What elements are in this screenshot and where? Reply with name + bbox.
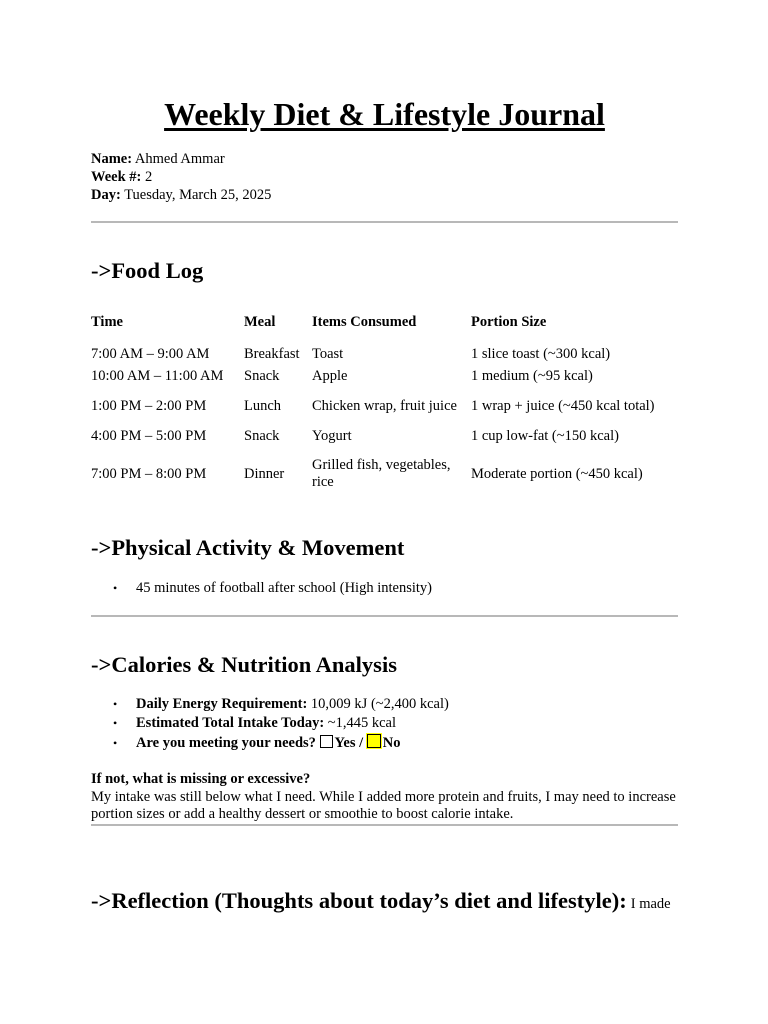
food-log-table — [91, 310, 678, 503]
reflection-line — [91, 888, 671, 914]
divider — [91, 221, 678, 223]
table-cell: Breakfast — [244, 345, 300, 362]
table-cell: Dinner — [244, 465, 285, 482]
list-item: • Are you meeting your needs? Yes / No — [91, 734, 449, 753]
no-checkbox[interactable] — [367, 734, 381, 748]
table-cell: 10:00 AM – 11:00 AM — [91, 367, 224, 384]
table-cell: Snack — [244, 367, 280, 384]
table-cell: 1:00 PM – 2:00 PM — [91, 398, 207, 414]
column-header: Time — [91, 313, 123, 330]
name-value: Ahmed Ammar — [134, 151, 225, 167]
table-cell: Grilled fish, vegetables, rice — [312, 457, 451, 490]
table-cell: 7:00 PM – 8:00 PM — [91, 465, 207, 482]
list-item: • Daily Energy Requirement: 10,009 kJ (~2,400 kcal) — [91, 695, 449, 714]
table-header-row — [91, 310, 678, 334]
activity-list — [91, 579, 432, 598]
table-cell: 1 wrap + juice (~450 kcal total) — [471, 398, 655, 414]
column-header: Portion Size — [471, 313, 547, 330]
food-log-heading: ->Food Log — [91, 258, 204, 283]
reflection-text: I made — [630, 896, 671, 912]
journal-meta — [91, 150, 271, 204]
column-header: Meal — [244, 313, 276, 330]
table-row — [91, 427, 678, 445]
table-cell: 1 medium (~95 kcal) — [471, 367, 593, 384]
day-line: Day: Tuesday, March 25, 2025 — [91, 187, 272, 203]
missing-question: If not, what is missing or excessive? — [91, 771, 311, 787]
table-row — [91, 366, 678, 386]
table-cell: 1 slice toast (~300 kcal) — [471, 345, 611, 362]
table-cell: 4:00 PM – 5:00 PM — [91, 427, 207, 444]
nutrition-heading: ->Calories & Nutrition Analysis — [91, 652, 397, 677]
table-cell: Moderate portion (~450 kcal) — [471, 465, 643, 482]
yes-label: Yes / — [334, 735, 364, 751]
reflection-heading: ->Reflection (Thoughts about today’s diet and lifestyle): — [91, 888, 627, 913]
table-cell: 1 cup low-fat (~150 kcal) — [471, 427, 619, 444]
table-row — [91, 334, 678, 366]
table-row — [91, 386, 678, 427]
missing-answer: My intake was still below what I need. While I added more protein and fruits, I may need to increase portion sizes or add a healthy dessert or smoothie to boost calorie intake. — [91, 788, 676, 822]
list-item: • Estimated Total Intake Today: ~1,445 kcal — [91, 714, 449, 733]
week-line: Week #: 2 — [91, 169, 153, 185]
table-cell: Lunch — [244, 398, 282, 414]
table-cell: Snack — [244, 427, 280, 444]
day-value: Tuesday, March 25, 2025 — [124, 187, 272, 203]
divider — [91, 824, 678, 826]
page-title: Weekly Diet & Lifestyle Journal — [164, 96, 605, 132]
column-header: Items Consumed — [312, 313, 417, 330]
missing-section — [91, 771, 678, 824]
energy-value: 10,009 kJ (~2,400 kcal) — [310, 696, 449, 712]
week-value: 2 — [144, 169, 153, 185]
table-cell: Chicken wrap, fruit juice — [312, 398, 457, 414]
yes-checkbox[interactable] — [320, 735, 333, 748]
intake-value: ~1,445 kcal — [327, 714, 397, 731]
no-label: No — [382, 735, 401, 751]
table-row — [91, 445, 678, 503]
list-item: • 45 minutes of football after school (High intensity) — [91, 579, 432, 598]
table-cell: Apple — [312, 367, 348, 384]
table-cell: Toast — [312, 345, 344, 362]
table-cell: 7:00 AM – 9:00 AM — [91, 345, 210, 362]
divider — [91, 615, 678, 617]
name-line: Name: Ahmed Ammar — [91, 151, 225, 167]
table-cell: Yogurt — [312, 427, 352, 444]
nutrition-list — [91, 695, 449, 753]
activity-heading: ->Physical Activity & Movement — [91, 535, 405, 560]
